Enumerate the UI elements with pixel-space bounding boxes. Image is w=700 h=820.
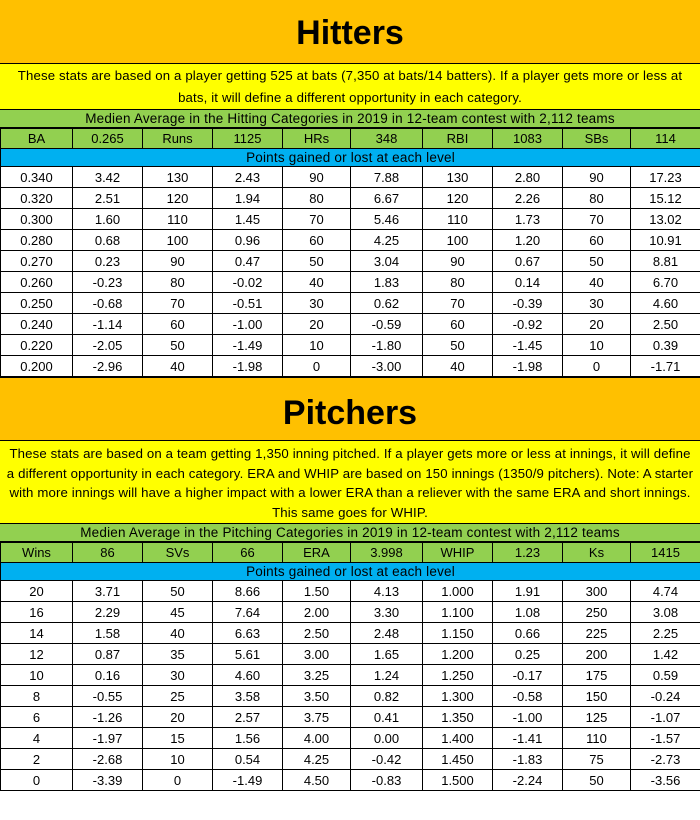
pitchers-average-caption: Medien Average in the Pitching Categories in 2019 in 12-team contest with 2,112 teams — [0, 524, 700, 542]
table-cell: 1.000 — [423, 581, 493, 602]
table-row — [1, 665, 700, 686]
table-cell: 110 — [563, 728, 631, 749]
table-cell: 0.270 — [1, 251, 73, 272]
table-cell: 3.04 — [351, 251, 423, 272]
table-cell: 130 — [423, 167, 493, 188]
table-cell: 2.29 — [73, 602, 143, 623]
table-cell: 6.63 — [213, 623, 283, 644]
table-cell: 1.65 — [351, 644, 423, 665]
table-cell: 3.08 — [631, 602, 700, 623]
table-cell: 0.280 — [1, 230, 73, 251]
table-cell: 4.60 — [213, 665, 283, 686]
table-cell: 3.75 — [283, 707, 351, 728]
table-cell: -3.39 — [73, 770, 143, 791]
table-cell: 6 — [1, 707, 73, 728]
table-cell: 4.13 — [351, 581, 423, 602]
table-row — [1, 314, 700, 335]
average-cell: HRs — [283, 129, 351, 149]
table-cell: -2.68 — [73, 749, 143, 770]
table-cell: 90 — [563, 167, 631, 188]
table-cell: 1.400 — [423, 728, 493, 749]
table-cell: -3.56 — [631, 770, 700, 791]
table-cell: 0.87 — [73, 644, 143, 665]
table-cell: 80 — [423, 272, 493, 293]
table-cell: 40 — [143, 623, 213, 644]
table-cell: -0.55 — [73, 686, 143, 707]
table-row — [1, 293, 700, 314]
table-cell: 0.23 — [73, 251, 143, 272]
table-cell: 1.500 — [423, 770, 493, 791]
table-cell: 0.14 — [493, 272, 563, 293]
average-cell: 1.23 — [493, 543, 563, 563]
table-cell: -0.39 — [493, 293, 563, 314]
table-cell: 3.00 — [283, 644, 351, 665]
table-cell: -1.14 — [73, 314, 143, 335]
table-cell: 12 — [1, 644, 73, 665]
table-cell: -2.73 — [631, 749, 700, 770]
table-cell: 2.51 — [73, 188, 143, 209]
hitters-average-caption: Medien Average in the Hitting Categories in 2019 in 12-team contest with 2,112 teams — [0, 110, 700, 128]
table-cell: 0.250 — [1, 293, 73, 314]
table-row — [1, 749, 700, 770]
table-cell: -1.49 — [213, 770, 283, 791]
table-cell: 0.220 — [1, 335, 73, 356]
table-cell: 0.25 — [493, 644, 563, 665]
average-cell: SBs — [563, 129, 631, 149]
table-cell: 2.26 — [493, 188, 563, 209]
average-cell: RBI — [423, 129, 493, 149]
table-cell: 110 — [423, 209, 493, 230]
table-cell: 40 — [283, 272, 351, 293]
table-cell: 20 — [283, 314, 351, 335]
table-cell: 70 — [563, 209, 631, 230]
table-cell: -1.45 — [493, 335, 563, 356]
table-cell: 75 — [563, 749, 631, 770]
table-row — [1, 251, 700, 272]
table-cell: -2.96 — [73, 356, 143, 377]
table-cell: -0.59 — [351, 314, 423, 335]
table-cell: 3.58 — [213, 686, 283, 707]
table-cell: 0.320 — [1, 188, 73, 209]
table-cell: 4.25 — [351, 230, 423, 251]
table-cell: 70 — [143, 293, 213, 314]
hitters-title: Hitters — [0, 0, 700, 64]
table-cell: 10 — [283, 335, 351, 356]
table-cell: 1.100 — [423, 602, 493, 623]
table-row — [1, 167, 700, 188]
points-caption: Points gained or lost at each level — [1, 563, 700, 581]
table-row — [1, 623, 700, 644]
table-cell: 40 — [423, 356, 493, 377]
table-cell: 4.60 — [631, 293, 700, 314]
table-cell: 4.25 — [283, 749, 351, 770]
table-cell: 60 — [563, 230, 631, 251]
pitchers-points-caption-row — [1, 563, 700, 581]
table-cell: 90 — [423, 251, 493, 272]
table-cell: -1.83 — [493, 749, 563, 770]
table-cell: 0.66 — [493, 623, 563, 644]
table-cell: 1.60 — [73, 209, 143, 230]
table-cell: 8.81 — [631, 251, 700, 272]
table-cell: -1.98 — [493, 356, 563, 377]
table-cell: 1.300 — [423, 686, 493, 707]
table-cell: 0.260 — [1, 272, 73, 293]
average-cell: ERA — [283, 543, 351, 563]
table-cell: 0.39 — [631, 335, 700, 356]
table-cell: 0.68 — [73, 230, 143, 251]
table-cell: -1.00 — [213, 314, 283, 335]
table-cell: 0.82 — [351, 686, 423, 707]
table-cell: 200 — [563, 644, 631, 665]
table-cell: -1.57 — [631, 728, 700, 749]
table-cell: 2 — [1, 749, 73, 770]
table-cell: 4.74 — [631, 581, 700, 602]
hitters-averages-row — [1, 129, 700, 149]
average-cell: 348 — [351, 129, 423, 149]
table-cell: 7.64 — [213, 602, 283, 623]
table-cell: 1.56 — [213, 728, 283, 749]
table-cell: 0 — [283, 356, 351, 377]
table-row — [1, 602, 700, 623]
table-cell: 8 — [1, 686, 73, 707]
table-cell: 50 — [143, 581, 213, 602]
table-cell: -1.71 — [631, 356, 700, 377]
table-cell: 1.73 — [493, 209, 563, 230]
table-row — [1, 728, 700, 749]
table-cell: 15 — [143, 728, 213, 749]
pitchers-note: These stats are based on a team getting 1,350 inning pitched. If a player gets more or less at innings, it will define a different opportunity in each category. ERA and WHIP are based on 150 innings (1350/9 pitchers). Note: A starter with more innings will have a higher impact with a lower ERA than a reliever with the same ERA and short innings. This same goes for WHIP. — [0, 441, 700, 524]
table-cell: -1.49 — [213, 335, 283, 356]
table-cell: 35 — [143, 644, 213, 665]
table-cell: 3.25 — [283, 665, 351, 686]
hitters-table-body — [1, 129, 700, 377]
table-cell: 90 — [283, 167, 351, 188]
table-cell: 10 — [563, 335, 631, 356]
table-cell: 10 — [1, 665, 73, 686]
table-cell: 1.83 — [351, 272, 423, 293]
table-cell: 3.50 — [283, 686, 351, 707]
table-cell: 10 — [143, 749, 213, 770]
table-cell: 4.50 — [283, 770, 351, 791]
table-cell: -1.97 — [73, 728, 143, 749]
table-cell: 40 — [563, 272, 631, 293]
table-cell: 0.16 — [73, 665, 143, 686]
pitchers-title: Pitchers — [0, 377, 700, 441]
table-cell: 0 — [1, 770, 73, 791]
table-cell: 0.300 — [1, 209, 73, 230]
table-cell: -0.02 — [213, 272, 283, 293]
points-caption: Points gained or lost at each level — [1, 149, 700, 167]
table-cell: 1.42 — [631, 644, 700, 665]
hitters-note: These stats are based on a player getting 525 at bats (7,350 at bats/14 batters). If a player gets more or less at bats, it will define a different opportunity in each category. — [0, 64, 700, 110]
table-row — [1, 188, 700, 209]
table-cell: 1.20 — [493, 230, 563, 251]
table-cell: 1.350 — [423, 707, 493, 728]
table-cell: 5.61 — [213, 644, 283, 665]
table-cell: 125 — [563, 707, 631, 728]
table-cell: 2.25 — [631, 623, 700, 644]
table-cell: 3.30 — [351, 602, 423, 623]
table-row — [1, 644, 700, 665]
table-cell: 2.43 — [213, 167, 283, 188]
table-cell: 175 — [563, 665, 631, 686]
table-cell: -2.05 — [73, 335, 143, 356]
table-cell: 1.94 — [213, 188, 283, 209]
table-cell: 2.00 — [283, 602, 351, 623]
table-cell: -3.00 — [351, 356, 423, 377]
table-cell: 1.450 — [423, 749, 493, 770]
average-cell: 1415 — [631, 543, 700, 563]
table-cell: 30 — [563, 293, 631, 314]
table-row — [1, 581, 700, 602]
table-cell: 250 — [563, 602, 631, 623]
table-cell: 30 — [283, 293, 351, 314]
table-cell: 70 — [423, 293, 493, 314]
table-cell: 30 — [143, 665, 213, 686]
average-cell: 1125 — [213, 129, 283, 149]
table-cell: 100 — [423, 230, 493, 251]
table-cell: -0.58 — [493, 686, 563, 707]
average-cell: BA — [1, 129, 73, 149]
table-row — [1, 272, 700, 293]
table-cell: -0.17 — [493, 665, 563, 686]
table-cell: 50 — [283, 251, 351, 272]
average-cell: 66 — [213, 543, 283, 563]
table-cell: -0.68 — [73, 293, 143, 314]
average-cell: SVs — [143, 543, 213, 563]
table-row — [1, 230, 700, 251]
table-cell: -1.80 — [351, 335, 423, 356]
hitters-points-caption-row — [1, 149, 700, 167]
table-cell: 50 — [563, 770, 631, 791]
table-cell: 17.23 — [631, 167, 700, 188]
table-cell: 6.67 — [351, 188, 423, 209]
table-cell: 1.150 — [423, 623, 493, 644]
table-cell: 13.02 — [631, 209, 700, 230]
table-cell: 5.46 — [351, 209, 423, 230]
table-cell: 45 — [143, 602, 213, 623]
average-cell: 1083 — [493, 129, 563, 149]
table-cell: 225 — [563, 623, 631, 644]
table-cell: 90 — [143, 251, 213, 272]
table-cell: 50 — [143, 335, 213, 356]
table-cell: -2.24 — [493, 770, 563, 791]
table-cell: 70 — [283, 209, 351, 230]
table-cell: 110 — [143, 209, 213, 230]
table-cell: 50 — [423, 335, 493, 356]
pitchers-table-body — [1, 543, 700, 791]
table-cell: 0.62 — [351, 293, 423, 314]
table-cell: 0 — [143, 770, 213, 791]
table-cell: 16 — [1, 602, 73, 623]
table-cell: 1.58 — [73, 623, 143, 644]
table-cell: 1.45 — [213, 209, 283, 230]
table-cell: 4 — [1, 728, 73, 749]
average-cell: 0.265 — [73, 129, 143, 149]
table-cell: 0.67 — [493, 251, 563, 272]
table-cell: 0.54 — [213, 749, 283, 770]
table-cell: -0.24 — [631, 686, 700, 707]
table-row — [1, 335, 700, 356]
table-cell: 3.42 — [73, 167, 143, 188]
table-cell: 20 — [143, 707, 213, 728]
table-cell: 0.59 — [631, 665, 700, 686]
table-cell: 2.48 — [351, 623, 423, 644]
table-row — [1, 707, 700, 728]
table-cell: 25 — [143, 686, 213, 707]
table-cell: 0 — [563, 356, 631, 377]
average-cell: Ks — [563, 543, 631, 563]
table-cell: 14 — [1, 623, 73, 644]
table-cell: 1.91 — [493, 581, 563, 602]
table-cell: 40 — [143, 356, 213, 377]
table-cell: -1.07 — [631, 707, 700, 728]
pitchers-averages-row — [1, 543, 700, 563]
table-cell: 20 — [1, 581, 73, 602]
table-cell: 120 — [143, 188, 213, 209]
table-cell: -0.23 — [73, 272, 143, 293]
table-cell: -1.98 — [213, 356, 283, 377]
average-cell: Wins — [1, 543, 73, 563]
table-cell: -1.41 — [493, 728, 563, 749]
table-cell: 1.250 — [423, 665, 493, 686]
table-cell: -0.51 — [213, 293, 283, 314]
table-cell: 50 — [563, 251, 631, 272]
table-cell: 3.71 — [73, 581, 143, 602]
table-cell: 15.12 — [631, 188, 700, 209]
table-cell: 0.340 — [1, 167, 73, 188]
table-cell: 80 — [143, 272, 213, 293]
average-cell: 3.998 — [351, 543, 423, 563]
table-cell: 7.88 — [351, 167, 423, 188]
hitters-table — [0, 128, 700, 377]
average-cell: 86 — [73, 543, 143, 563]
table-cell: 8.66 — [213, 581, 283, 602]
table-cell: -0.42 — [351, 749, 423, 770]
table-cell: 150 — [563, 686, 631, 707]
table-cell: -0.92 — [493, 314, 563, 335]
table-row — [1, 356, 700, 377]
table-cell: 10.91 — [631, 230, 700, 251]
table-cell: 80 — [563, 188, 631, 209]
table-cell: 2.57 — [213, 707, 283, 728]
table-cell: 1.24 — [351, 665, 423, 686]
table-cell: -0.83 — [351, 770, 423, 791]
table-cell: 0.41 — [351, 707, 423, 728]
table-cell: 300 — [563, 581, 631, 602]
table-row — [1, 770, 700, 791]
average-cell: 114 — [631, 129, 700, 149]
table-cell: 120 — [423, 188, 493, 209]
table-cell: 1.50 — [283, 581, 351, 602]
table-cell: 4.00 — [283, 728, 351, 749]
table-cell: 0.00 — [351, 728, 423, 749]
table-cell: 2.80 — [493, 167, 563, 188]
average-cell: WHIP — [423, 543, 493, 563]
table-cell: -1.26 — [73, 707, 143, 728]
table-row — [1, 686, 700, 707]
table-cell: 2.50 — [631, 314, 700, 335]
table-cell: 60 — [143, 314, 213, 335]
table-cell: 6.70 — [631, 272, 700, 293]
pitchers-table — [0, 542, 700, 791]
table-cell: 0.47 — [213, 251, 283, 272]
table-cell: 2.50 — [283, 623, 351, 644]
table-cell: 130 — [143, 167, 213, 188]
table-cell: 0.240 — [1, 314, 73, 335]
table-cell: 20 — [563, 314, 631, 335]
table-cell: 0.96 — [213, 230, 283, 251]
table-cell: 1.08 — [493, 602, 563, 623]
table-cell: 1.200 — [423, 644, 493, 665]
table-cell: 0.200 — [1, 356, 73, 377]
table-cell: -1.00 — [493, 707, 563, 728]
table-cell: 100 — [143, 230, 213, 251]
table-row — [1, 209, 700, 230]
table-cell: 60 — [423, 314, 493, 335]
table-cell: 60 — [283, 230, 351, 251]
table-cell: 80 — [283, 188, 351, 209]
average-cell: Runs — [143, 129, 213, 149]
